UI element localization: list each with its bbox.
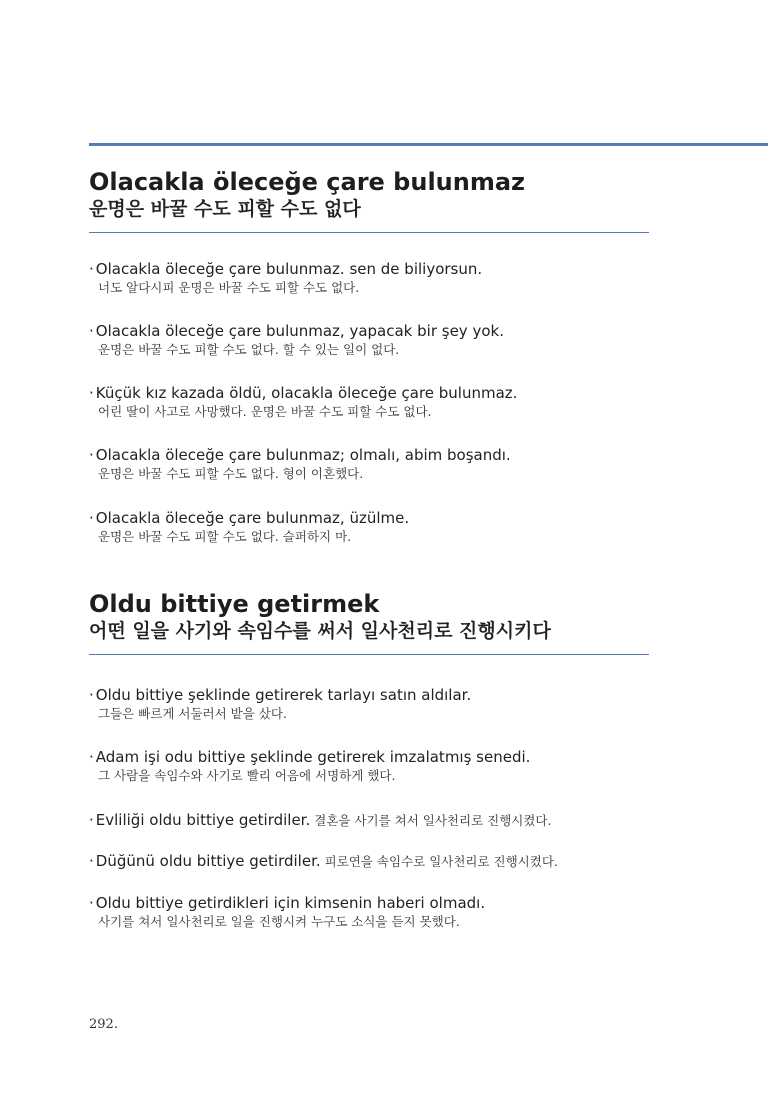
bullet: · bbox=[89, 509, 94, 527]
list-item bbox=[89, 445, 649, 483]
turkish-text: Evliliği oldu bittiye getirdiler. bbox=[95, 811, 311, 829]
korean-translation: 너도 알다시피 운명은 바꿀 수도 피할 수도 없다. bbox=[98, 280, 360, 295]
list-item bbox=[89, 508, 649, 546]
korean-translation: 운명은 바꿀 수도 피할 수도 없다. 할 수 있는 일이 없다. bbox=[98, 342, 400, 357]
section-rule bbox=[89, 654, 649, 655]
bullet: · bbox=[89, 384, 94, 402]
section-title: Oldu bittiye getirmek bbox=[89, 590, 380, 618]
section-rule bbox=[89, 232, 649, 233]
turkish-sentence bbox=[89, 893, 649, 913]
list-item bbox=[89, 893, 649, 931]
list-item bbox=[89, 321, 649, 359]
turkish-text: Düğünü oldu bittiye getirdiler. bbox=[95, 852, 321, 870]
top-rule bbox=[89, 143, 768, 146]
bullet: · bbox=[89, 748, 94, 766]
turkish-sentence bbox=[89, 508, 649, 528]
turkish-text: Oldu bittiye getirdikleri için kimsenin haberi olmadı. bbox=[95, 894, 486, 912]
list-item bbox=[89, 685, 649, 723]
korean-translation: 운명은 바꿀 수도 피할 수도 없다. 형이 이혼했다. bbox=[98, 466, 364, 481]
bullet: · bbox=[89, 894, 94, 912]
section-subtitle: 운명은 바꿀 수도 피할 수도 없다 bbox=[89, 198, 361, 220]
bullet: · bbox=[89, 686, 94, 704]
section-title: Olacakla öleceğe çare bulunmaz bbox=[89, 168, 526, 196]
bullet: · bbox=[89, 260, 94, 278]
turkish-text: Adam işi odu bittiye şeklinde getirerek imzalatmış senedi. bbox=[95, 748, 531, 766]
turkish-sentence bbox=[89, 259, 649, 279]
list-item bbox=[89, 810, 649, 831]
turkish-sentence bbox=[89, 747, 649, 767]
page-number: 292. bbox=[89, 1017, 118, 1032]
turkish-sentence bbox=[89, 321, 649, 341]
turkish-sentence bbox=[89, 685, 649, 705]
korean-translation: 운명은 바꿀 수도 피할 수도 없다. 슬퍼하지 마. bbox=[98, 529, 352, 544]
turkish-text: Olacakla öleceğe çare bulunmaz, üzülme. bbox=[95, 509, 410, 527]
turkish-text: Olacakla öleceğe çare bulunmaz, yapacak bir şey yok. bbox=[95, 322, 504, 340]
turkish-sentence bbox=[89, 445, 649, 465]
list-item bbox=[89, 259, 649, 297]
turkish-text: Oldu bittiye şeklinde getirerek tarlayı satın aldılar. bbox=[95, 686, 472, 704]
list-item bbox=[89, 383, 649, 421]
turkish-sentence bbox=[89, 810, 649, 831]
turkish-sentence bbox=[89, 851, 649, 872]
bullet: · bbox=[89, 322, 94, 340]
korean-translation: 결혼을 사기를 쳐서 일사천리로 진행시켰다. bbox=[314, 813, 552, 828]
turkish-text: Olacakla öleceğe çare bulunmaz. sen de biliyorsun. bbox=[95, 260, 483, 278]
korean-translation: 그 사람을 속임수와 사기로 빨리 어음에 서명하게 했다. bbox=[98, 768, 396, 783]
bullet: · bbox=[89, 852, 94, 870]
list-item bbox=[89, 851, 649, 872]
korean-translation: 어린 딸이 사고로 사망했다. 운명은 바꿀 수도 피할 수도 없다. bbox=[98, 404, 432, 419]
section-olacakla bbox=[89, 168, 649, 233]
bullet: · bbox=[89, 446, 94, 464]
section-oldu-bittiye bbox=[89, 590, 649, 655]
turkish-text: Küçük kız kazada öldü, olacakla öleceğe çare bulunmaz. bbox=[95, 384, 518, 402]
korean-translation: 피로연을 속임수로 일사천리로 진행시켰다. bbox=[324, 854, 558, 869]
bullet: · bbox=[89, 811, 94, 829]
list-item bbox=[89, 747, 649, 785]
korean-translation: 사기를 쳐서 일사천리로 일을 진행시켜 누구도 소식을 듣지 못했다. bbox=[98, 914, 460, 929]
section-subtitle: 어떤 일을 사기와 속임수를 써서 일사천리로 진행시키다 bbox=[89, 620, 551, 642]
turkish-sentence bbox=[89, 383, 649, 403]
korean-translation: 그들은 빠르게 서둘러서 밭을 샀다. bbox=[98, 706, 287, 721]
turkish-text: Olacakla öleceğe çare bulunmaz; olmalı, abim boşandı. bbox=[95, 446, 511, 464]
